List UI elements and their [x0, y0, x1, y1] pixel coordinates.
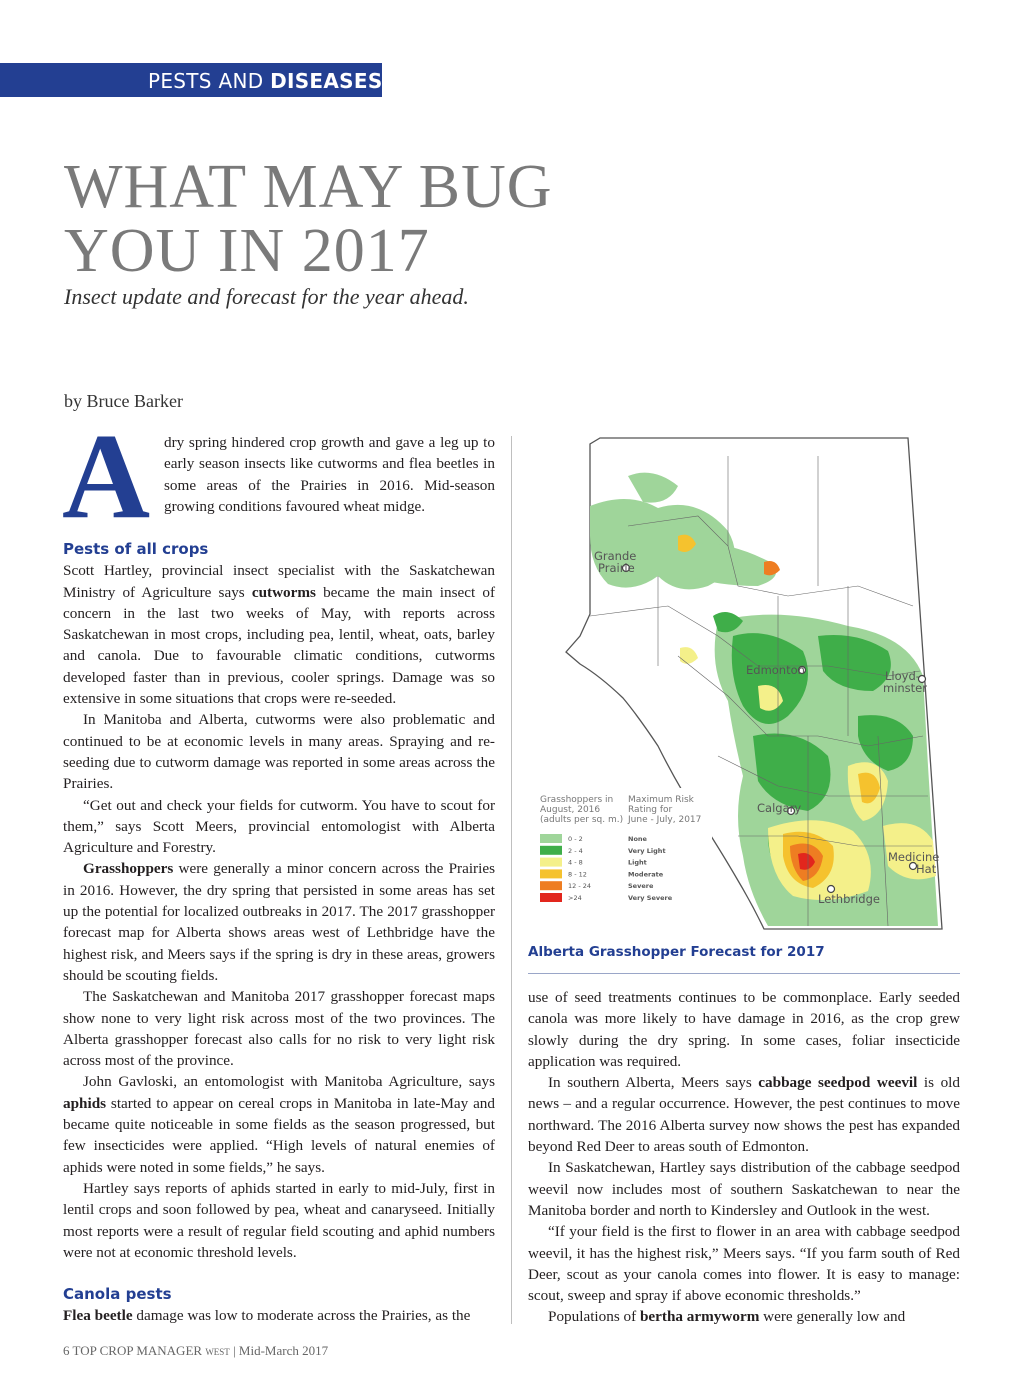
- paragraph: Flea beetle damage was low to moderate across the Prairies, as the: [63, 1307, 471, 1325]
- paragraph: “Get out and check your fields for cutworm. You have to scout for them,” says Scott Meers, provincial entomologist with Alberta Agriculture and Forestry.: [63, 796, 495, 857]
- paragraph: The Saskatchewan and Manitoba 2017 grasshopper forecast maps show none to very light risk across most of the two provinces. The Alberta grasshopper forecast also calls for no risk to very light risk across most of the province.: [63, 988, 495, 1070]
- alberta-map-graphic: [528, 436, 960, 936]
- svg-text:Maximum Risk: Maximum Risk: [628, 795, 694, 805]
- legend-rating: None: [628, 835, 647, 843]
- svg-text:Hat: Hat: [916, 862, 937, 876]
- legend-range: 4 - 8: [568, 858, 583, 867]
- headline-line-1: WHAT MAY BUG: [64, 153, 553, 221]
- legend-rating: Moderate: [628, 870, 664, 879]
- subhead-canola-pests: Canola pests: [63, 1285, 172, 1304]
- legend-rating: Very Light: [628, 846, 666, 855]
- city-label-lethbridge: Lethbridge: [818, 892, 880, 906]
- paragraph: Grasshoppers were generally a minor concern across the Prairies in 2016. However, the dry spring that persisted in some areas has set up the potential for localized outbreaks in 2017. The 2017 grasshopper forecast map for Alberta shows areas west of Lethbridge have the highest risk, and Meers says if the spring is dry in these areas, growers should be scouting fields.: [63, 860, 495, 984]
- legend-range: >24: [568, 894, 582, 902]
- svg-text:(adults per sq. m.): (adults per sq. m.): [540, 815, 624, 825]
- city-label-calgary: Calgary: [757, 801, 802, 815]
- map-caption: Alberta Grasshopper Forecast for 2017: [528, 944, 825, 960]
- city-label-grande-prairie: Grande: [594, 549, 637, 563]
- svg-text:June - July, 2017: June - July, 2017: [628, 815, 702, 825]
- intro-paragraph: dry spring hindered crop growth and gave a leg up to early season insects like cutworms and flea beetles in some areas of the Prairies in 2016. Mid-season growing conditions favoured wheat midge.: [164, 434, 495, 515]
- legend-swatch: [540, 881, 562, 890]
- legend-swatch: [540, 893, 562, 902]
- legend-swatch: [540, 858, 562, 867]
- left-column: [63, 539, 495, 1327]
- section-label: PESTS AND DISEASES: [148, 69, 383, 93]
- paragraph: John Gavloski, an entomologist with Manitoba Agriculture, says aphids started to appear on cereal crops in Manitoba in late-May and became quite noticeable in some fields as the season progressed, but few insecticides were applied. “High levels of natural enemies of aphids were noted in some fields,” he says.: [63, 1073, 495, 1176]
- legend-range: 2 - 4: [568, 846, 583, 855]
- paragraph: Hartley says reports of aphids started in early to mid-July, first in lentil crops and soon followed by pea, wheat and canaryseed. Initially most reports were a result of regular field scouting and aphid numbers were not at economic threshold levels.: [63, 1179, 495, 1261]
- paragraph: In southern Alberta, Meers says cabbage seedpod weevil is old news – and a regular occurrence. However, the pest continues to move northward. The 2016 Alberta survey now shows the pest has expanded beyond Red Deer to areas south of Edmonton.: [528, 1074, 960, 1156]
- subtitle: Insect update and forecast for the year ahead.: [64, 284, 469, 309]
- svg-text:Prairie: Prairie: [598, 561, 635, 575]
- paragraph: use of seed treatments continues to be commonplace. Early seeded canola was more likely to have damage in 2016, as the crop grew slowly during the dry spring. In some cases, foliar insecticide application was required.: [528, 989, 960, 1070]
- legend-swatch: [540, 869, 562, 878]
- paragraph: Populations of bertha armyworm were generally low and: [548, 1308, 906, 1326]
- page-folio: 6 TOP CROP MANAGER WEST | Mid-March 2017: [63, 1343, 329, 1358]
- legend-rating: Severe: [628, 882, 654, 891]
- byline: by Bruce Barker: [64, 391, 183, 411]
- legend-swatch: [540, 834, 562, 843]
- legend-range: 0 - 2: [568, 835, 583, 843]
- map-legend: [536, 788, 712, 920]
- section-banner: [0, 63, 382, 97]
- legend-swatch: [540, 846, 562, 855]
- drop-cap: A: [62, 409, 151, 544]
- paragraph: “If your field is the first to flower in an area with cabbage seedpod weevil, it has the highest risk,” Meers says. “If you farm south of Red Deer, scout as your canola comes into flower. It is easy to manage: scout, sweep and spray if above economic thresholds.”: [528, 1223, 960, 1305]
- svg-text:minster: minster: [883, 681, 927, 695]
- paragraph: Scott Hartley, provincial insect specialist with the Saskatchewan Ministry of Agriculture says cutworms became the main insect of concern in the last two weeks of May, with reports across Saskatchewan in most crops, including pea, lentil, wheat, oats, barley and canola. Due to favourable climatic conditions, cutworms developed faster than in previous, cooler springs. Damage was so extensive in some situations that crops were re-seeded.: [63, 562, 495, 708]
- legend-range: 8 - 12: [568, 870, 587, 879]
- legend-rating: Very Severe: [628, 894, 673, 902]
- legend-rating: Light: [628, 858, 647, 867]
- city-label-lloydminster: Lloyd-: [885, 669, 920, 683]
- column-divider: [511, 436, 512, 1324]
- svg-text:Grasshoppers in: Grasshoppers in: [540, 795, 614, 805]
- svg-text:August, 2016: August, 2016: [540, 805, 601, 815]
- grasshopper-forecast-map: [528, 436, 960, 936]
- right-column: [528, 987, 960, 1328]
- city-label-edmonton: Edmonton: [746, 663, 805, 677]
- paragraph: In Saskatchewan, Hartley says distribution of the cabbage seedpod weevil now includes most of southern Saskatchewan to near the Manitoba border and north to Kindersley and Outlook in the west.: [528, 1159, 960, 1219]
- caption-rule: [528, 973, 960, 974]
- subhead-pests-all-crops: Pests of all crops: [63, 540, 209, 558]
- legend-range: 12 - 24: [568, 882, 592, 891]
- city-label-medicine-hat: Medicine: [888, 850, 940, 864]
- paragraph: In Manitoba and Alberta, cutworms were also problematic and continued to be at economic levels in many areas. Spraying and re-seeding due to cutworm damage was reported in some areas across the Prairies.: [63, 711, 495, 793]
- headline-line-2: YOU IN 2017: [64, 217, 430, 285]
- svg-text:Rating for: Rating for: [628, 805, 673, 815]
